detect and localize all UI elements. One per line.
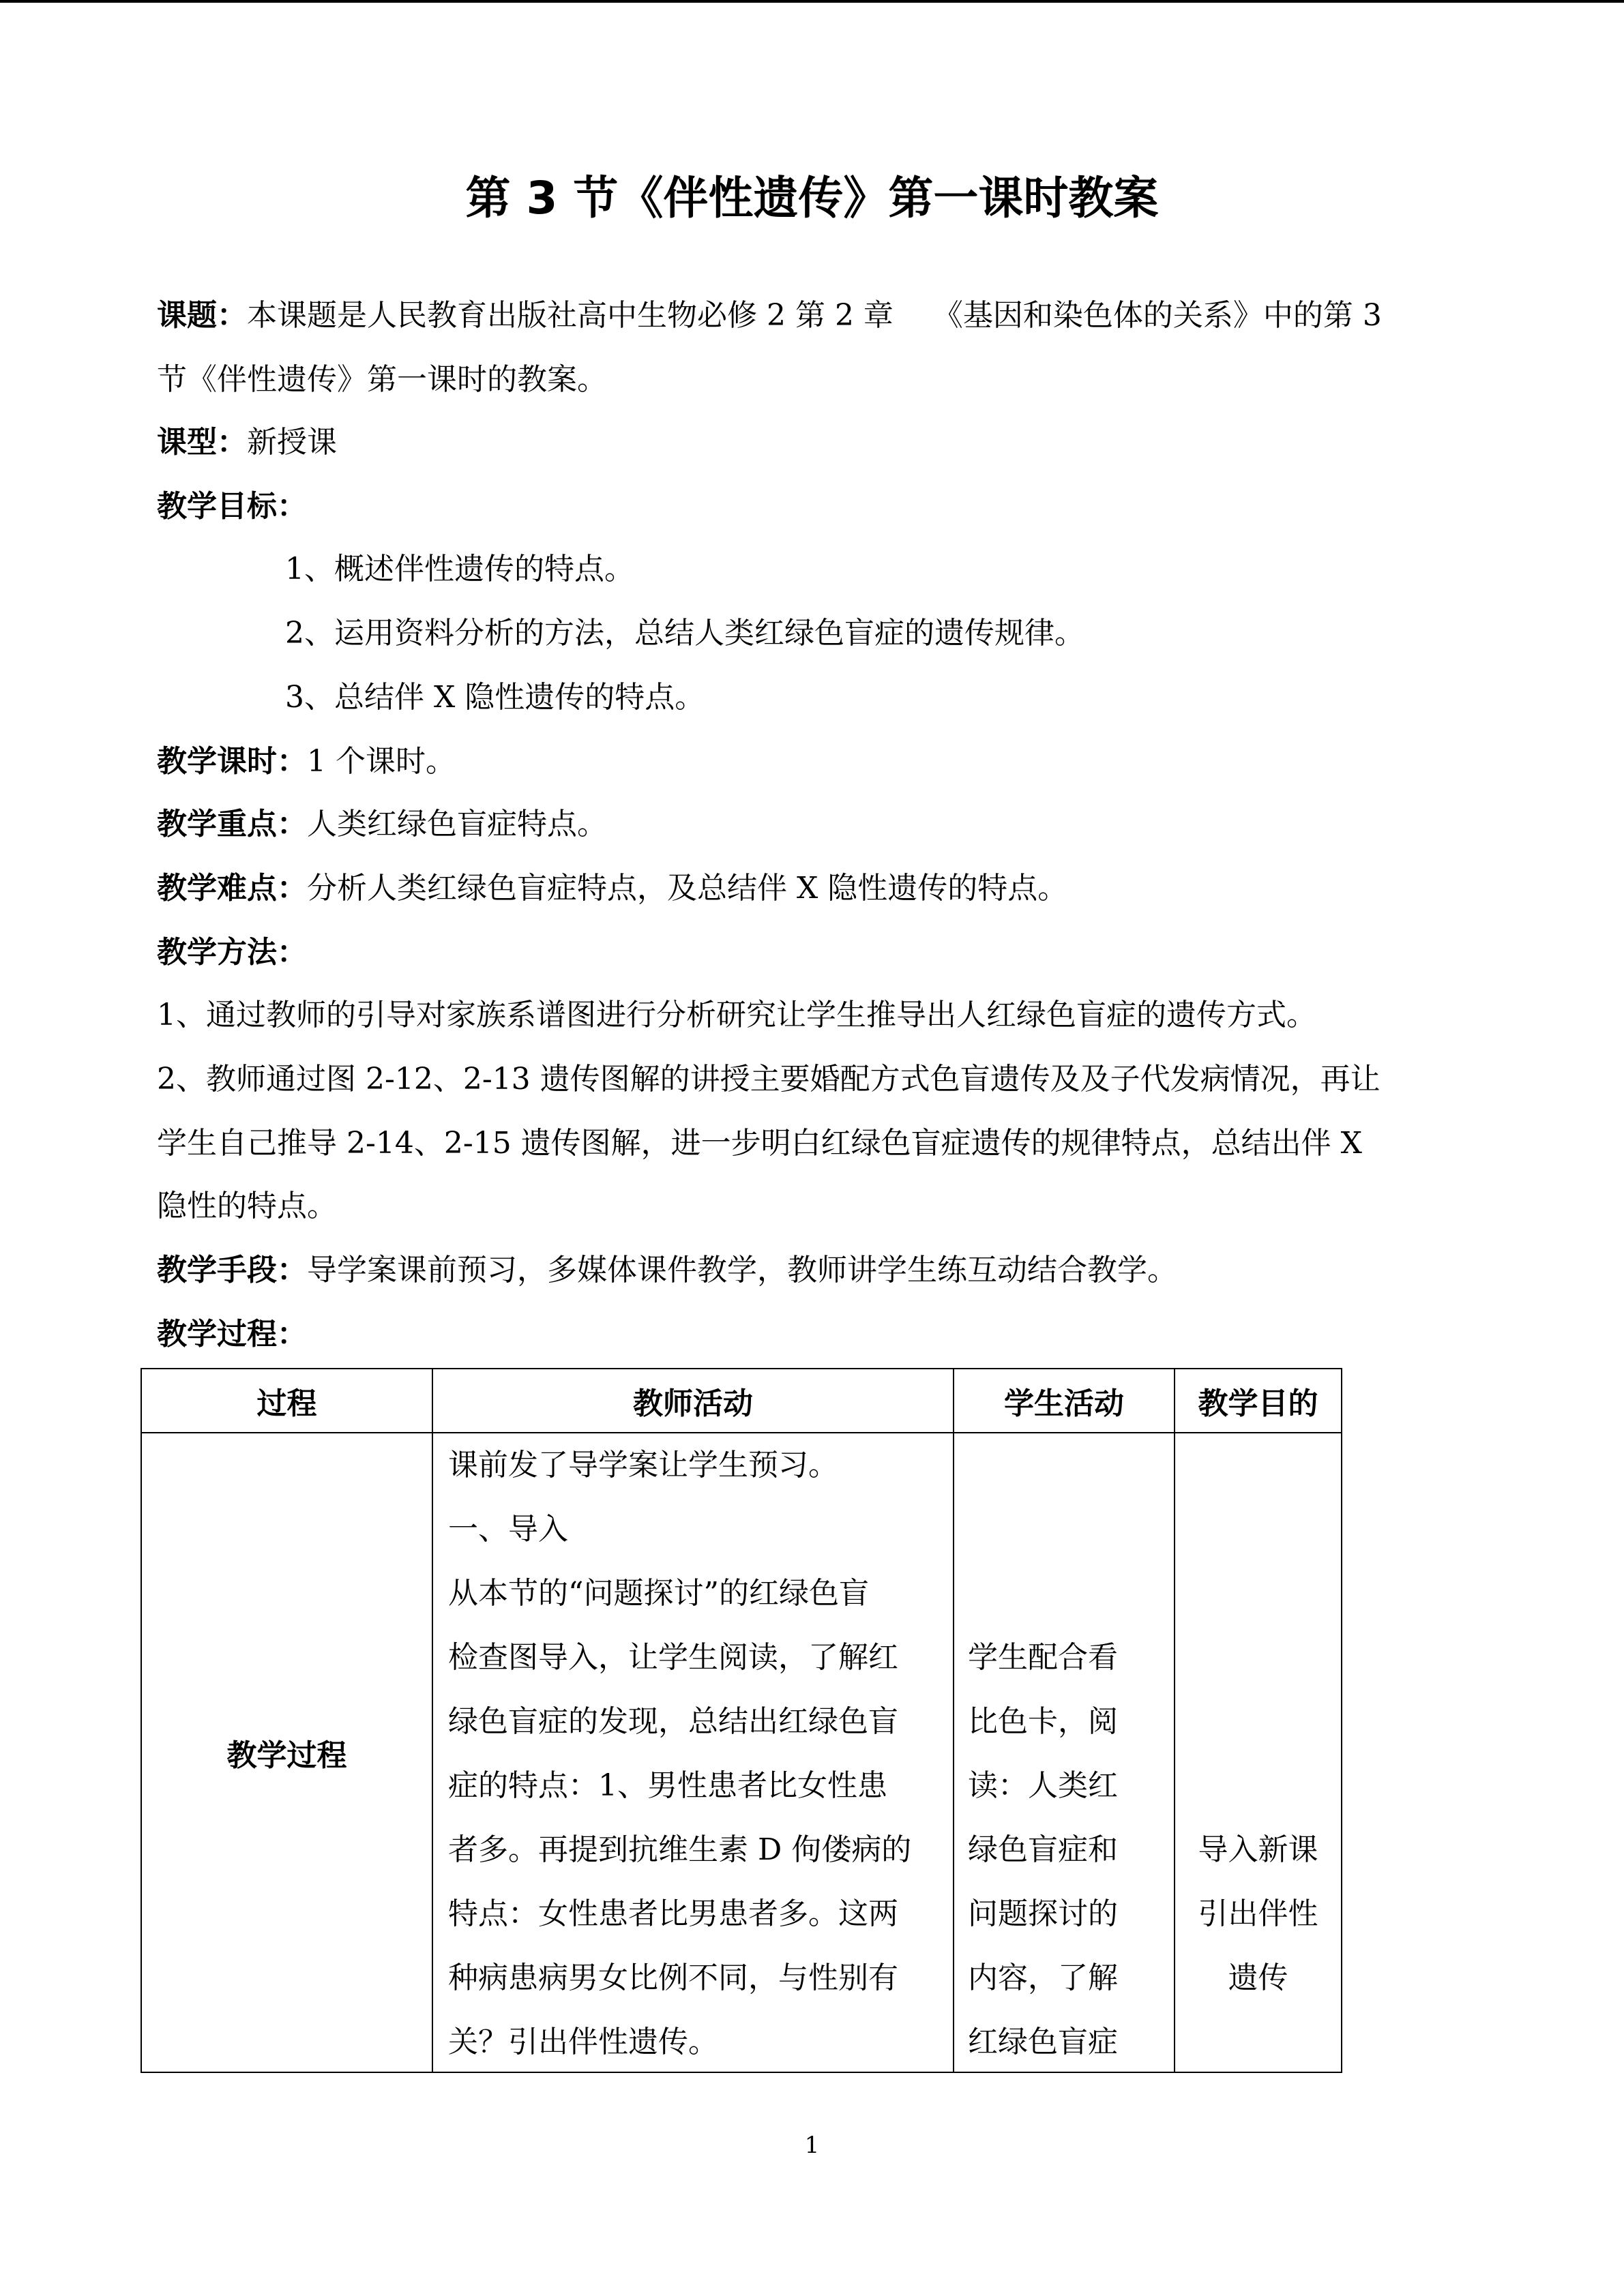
lesson-type (157, 411, 1473, 475)
key-point-value: 人类红绿色盲症特点。 (307, 807, 607, 841)
key-point-label: 教学重点： (157, 807, 307, 841)
means-label: 教学手段： (157, 1253, 307, 1287)
teacher-activity-cell (432, 1433, 954, 2072)
student-line: 问题探讨的 (968, 1896, 1118, 1931)
difficulty-value: 分析人类红绿色盲症特点，及总结伴 X 隐性遗传的特点。 (307, 871, 1068, 906)
teaching-means (157, 1238, 1473, 1302)
process-heading (157, 1302, 1473, 1367)
methods-line: 学生自己推导 2-14、2-15 遗传图解，进一步明白红绿色盲症遗传的规律特点，总结出伴 X (157, 1126, 1362, 1161)
student-line: 绿色盲症和 (968, 1832, 1118, 1867)
teacher-line: 一、导入 (448, 1512, 568, 1547)
topic-label: 课题： (157, 298, 247, 333)
teacher-line: 从本节的“问题探讨”的红绿色盲 (448, 1576, 869, 1611)
header-student: 学生活动 (954, 1369, 1175, 1433)
table-row (141, 1433, 1342, 2072)
teacher-line: 特点：女性患者比男患者多。这两 (448, 1896, 898, 1931)
objective-item: 1、概述伴性遗传的特点。 (285, 552, 634, 586)
lesson-hours (157, 730, 1473, 794)
top-border (0, 0, 1624, 3)
purpose-line: 导入新课 (1198, 1832, 1318, 1867)
page-number: 1 (804, 2132, 820, 2159)
process-label: 教学过程： (157, 1317, 307, 1352)
methods-label: 教学方法： (157, 935, 307, 970)
header-stage: 过程 (141, 1369, 432, 1433)
objectives-heading (157, 475, 1473, 539)
teacher-line: 绿色盲症的发现，总结出红绿色盲 (448, 1704, 898, 1739)
teacher-line: 课前发了导学案让学生预习。 (448, 1448, 838, 1482)
lesson-type-label: 课型： (157, 425, 247, 460)
student-line: 学生配合看 (968, 1640, 1118, 1675)
means-value: 导学案课前预习，多媒体课件教学，教师讲学生练互动结合教学。 (307, 1253, 1177, 1287)
student-line: 比色卡，阅 (968, 1704, 1118, 1739)
methods-line: 隐性的特点。 (157, 1189, 337, 1223)
objective-item: 3、总结伴 X 隐性遗传的特点。 (285, 680, 705, 715)
hours-label: 教学课时： (157, 744, 307, 779)
methods-heading (157, 921, 1473, 985)
purpose-cell (1175, 1433, 1342, 2072)
objective-item: 2、运用资料分析的方法，总结人类红绿色盲症的遗传规律。 (285, 616, 1084, 651)
teacher-line: 症的特点：1、男性患者比女性患 (448, 1768, 887, 1803)
process-table (141, 1368, 1342, 2073)
lesson-type-value: 新授课 (247, 425, 337, 460)
student-line: 读：人类红 (968, 1768, 1118, 1803)
topic-line-1 (157, 284, 1473, 348)
page-title: 第 3 节《伴性遗传》第一课时教案 (465, 172, 1159, 224)
topic-line-2: 节《伴性遗传》第一课时的教案。 (157, 362, 607, 397)
key-point (157, 792, 1473, 856)
objectives-label: 教学目标： (157, 489, 307, 524)
hours-value: 1 个课时。 (307, 744, 456, 779)
stage-cell: 教学过程 (141, 1433, 432, 2072)
topic-text: 本课题是人民教育出版社高中生物必修 2 第 2 章 《基因和染色体的关系》中的第 3 (247, 298, 1382, 333)
student-line: 内容，了解 (968, 1960, 1118, 1995)
header-teacher: 教师活动 (432, 1369, 954, 1433)
table-header-row (141, 1369, 1342, 1433)
methods-line: 2、教师通过图 2-12、2-13 遗传图解的讲授主要婚配方式色盲遗传及及子代发病情况，再让 (157, 1062, 1381, 1097)
purpose-line: 引出伴性 (1198, 1896, 1318, 1931)
header-purpose: 教学目的 (1175, 1369, 1342, 1433)
difficulty (157, 856, 1473, 921)
teacher-line: 者多。再提到抗维生素 D 佝偻病的 (448, 1832, 912, 1867)
difficulty-label: 教学难点： (157, 871, 307, 906)
teacher-line: 关？引出伴性遗传。 (448, 2025, 718, 2059)
teacher-line: 种病患病男女比例不同，与性别有 (448, 1960, 898, 1995)
teacher-line: 检查图导入，让学生阅读，了解红 (448, 1640, 898, 1675)
student-activity-cell (954, 1433, 1175, 2072)
purpose-line: 遗传 (1228, 1960, 1288, 1995)
methods-line: 1、通过教师的引导对家族系谱图进行分析研究让学生推导出人红绿色盲症的遗传方式。 (157, 998, 1316, 1032)
student-line: 红绿色盲症 (968, 2025, 1118, 2059)
